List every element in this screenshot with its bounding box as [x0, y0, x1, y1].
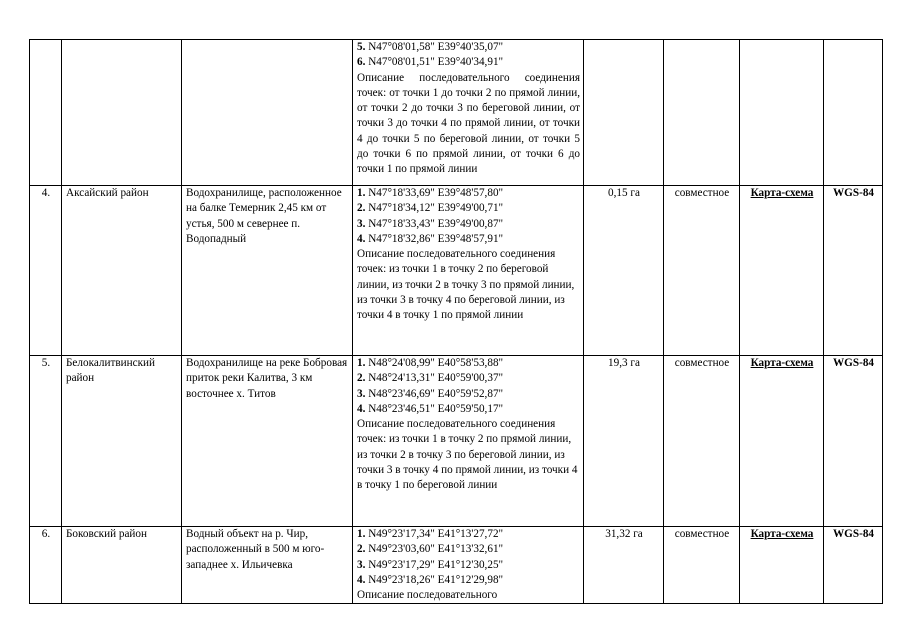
ownership-cell: [664, 40, 740, 186]
water-objects-table: [29, 39, 883, 604]
coord-point: 3. N47°18'33,43" E39°49'00,87": [357, 217, 504, 230]
num-cell: [30, 40, 62, 186]
coord-point: 2. N49°23'03,60" E41°13'32,61": [357, 543, 504, 556]
coordinate-system: WGS-84: [824, 186, 883, 356]
area-value: 31,32 га: [584, 527, 664, 604]
coord-point: 4. N49°23'18,26" E41°12'29,98": [357, 573, 504, 586]
object-cell: [182, 40, 353, 186]
table-row: [30, 527, 883, 604]
district-name: Аксайский район: [62, 186, 182, 356]
connection-description: Описание последовательного соединения точек: от точки 1 до точки 2 по прямой линии, от точки 2 до точки 3 по береговой линии, от точки 3 до точки 4 по прямой линии, от точки 4 до точки 5 по береговой линии, от точки 5 до точки 6 по прямой линии, от точки 6 до точки 1 по прямой линии: [357, 71, 580, 176]
coord-point: 2. N47°18'34,12" E39°49'00,71": [357, 202, 504, 215]
row-number: 4.: [30, 186, 62, 356]
object-description: Водохранилище на реке Бобровая приток реки Калитва, 3 км восточнее х. Титов: [182, 356, 353, 527]
coord-point: 5. N47°08'01,58" E39°40'35,07": [357, 41, 504, 53]
connection-description: Описание последовательного соединения точек: из точки 1 в точку 2 по береговой линии, из точки 2 в точку 3 по прямой линии, из точки 3 в точку 4 по береговой линии, из точки 4 в точку 1 по прямой линии: [357, 248, 575, 322]
map-scheme-link[interactable]: Карта-схема: [750, 187, 814, 199]
map-scheme-link[interactable]: Карта-схема: [750, 528, 814, 540]
table-row-continued: [30, 40, 883, 186]
area-value: 0,15 га: [584, 186, 664, 356]
coords-cell: [353, 356, 584, 527]
map-link-cell: [740, 186, 824, 356]
coord-point: 4. N48°23'46,51" E40°59'50,17": [357, 402, 504, 415]
map-scheme-link[interactable]: Карта-схема: [750, 357, 814, 369]
ownership-type: совместное: [664, 186, 740, 356]
object-description: Водохранилище, расположенное на балке Темерник 2,45 км от устья, 500 м севернее п. Водопадный: [182, 186, 353, 356]
system-cell: [824, 40, 883, 186]
map-link-cell: [740, 356, 824, 527]
district-name: Белокалитвинский район: [62, 356, 182, 527]
coordinate-system: WGS-84: [824, 527, 883, 604]
map-cell: [740, 40, 824, 186]
district-name: Боковский район: [62, 527, 182, 604]
connection-description: Описание последовательного соединения точек: из точки 1 в точку 2 по прямой линии, из точки 2 в точку 3 по береговой линии, из точки 3 в точку 4 по прямой линии, из точки 4 в точку 1 по береговой линии: [357, 418, 578, 492]
ownership-type: совместное: [664, 356, 740, 527]
coord-point: 1. N47°18'33,69" E39°48'57,80": [357, 187, 504, 199]
district-cell: [62, 40, 182, 186]
coords-cell: [353, 527, 584, 604]
coords-cell: [353, 186, 584, 356]
map-link-cell: [740, 527, 824, 604]
area-cell: [584, 40, 664, 186]
coord-point: 4. N47°18'32,86" E39°48'57,91": [357, 232, 504, 245]
table-row: [30, 356, 883, 527]
coordinate-system: WGS-84: [824, 356, 883, 527]
coord-point: 3. N48°23'46,69" E40°59'52,87": [357, 387, 504, 400]
coord-point: 2. N48°24'13,31" E40°59'00,37": [357, 372, 504, 385]
connection-description: Описание последовательного: [357, 589, 498, 602]
coords-cell: [353, 40, 584, 186]
coord-point: 1. N48°24'08,99" E40°58'53,88": [357, 357, 504, 369]
table-row: [30, 186, 883, 356]
ownership-type: совместное: [664, 527, 740, 604]
object-description: Водный объект на р. Чир, расположенный в 500 м юго-западнее х. Ильичевка: [182, 527, 353, 604]
coord-point: 3. N49°23'17,29" E41°12'30,25": [357, 558, 504, 571]
area-value: 19,3 га: [584, 356, 664, 527]
coord-point: 1. N49°23'17,34" E41°13'27,72": [357, 528, 504, 540]
row-number: 6.: [30, 527, 62, 604]
row-number: 5.: [30, 356, 62, 527]
coord-point: 6. N47°08'01,51" E39°40'34,91": [357, 56, 504, 69]
